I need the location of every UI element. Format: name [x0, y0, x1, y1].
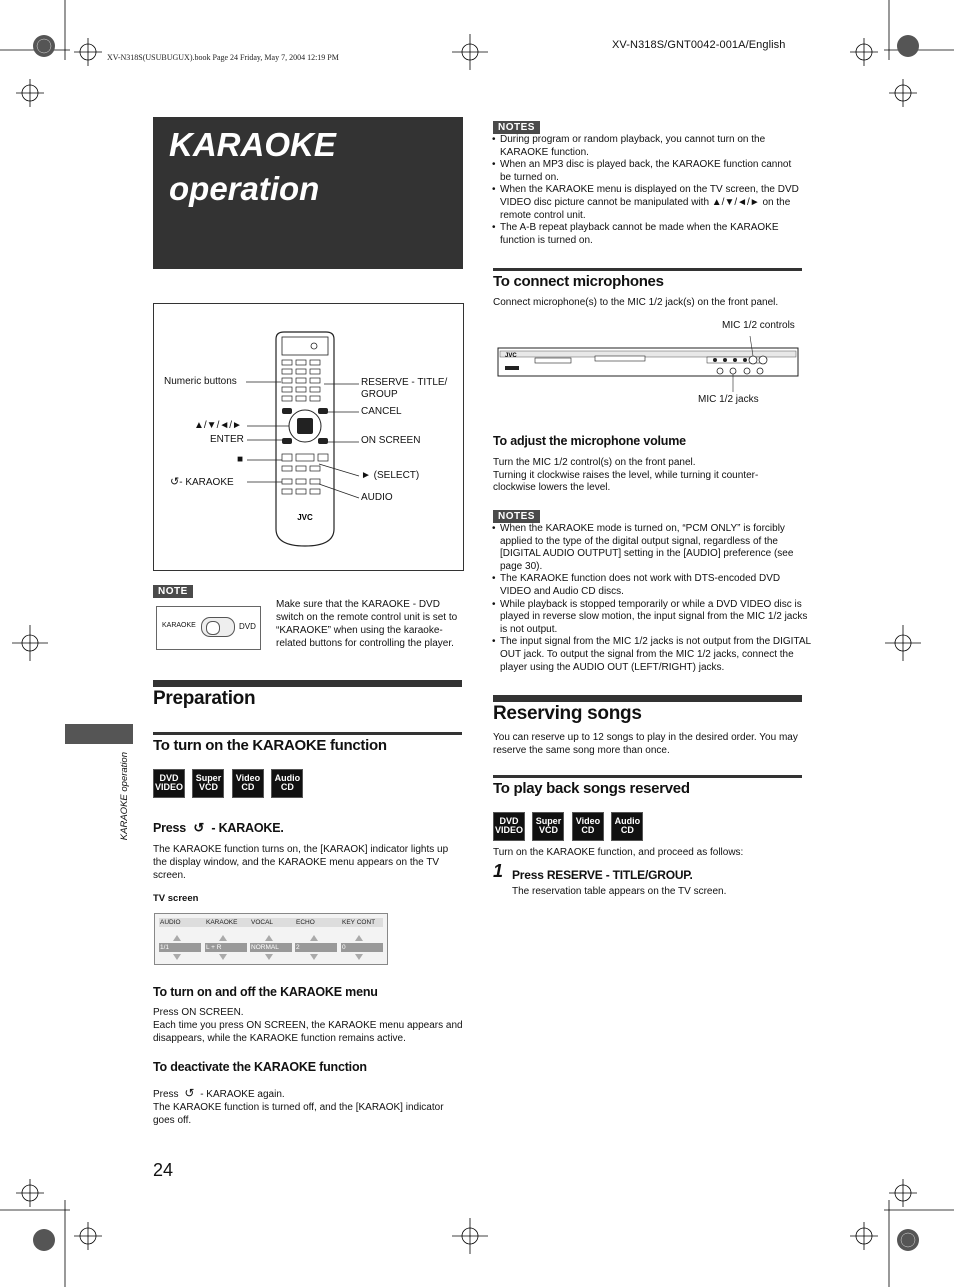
title-line-2: operation — [169, 170, 320, 207]
tv-menu-value-karaoke: L + R — [206, 944, 222, 951]
list-item: • When the KARAOKE mode is turned on, “PCM ONLY” is forcibly applied to the type of the digital output signal, regardless of the [DIGITAL AUDIO OUTPUT] setting in the [AUDIO] preference (see page 30). — [500, 523, 812, 573]
tv-menu-header-karaoke: KARAOKE — [206, 919, 238, 926]
reserving-text: You can reserve up to 12 songs to play in the desired order. You may reserve the same song more than once. — [493, 732, 798, 756]
connect-heading: To connect microphones — [493, 273, 664, 290]
label-karaoke: ↺- KARAOKE — [170, 476, 234, 488]
notes-mid-badge: NOTES — [493, 506, 540, 524]
video-cd-logo: Video CD — [232, 769, 264, 798]
preparation-heading: Preparation — [153, 688, 256, 709]
remote-brand: JVC — [297, 513, 313, 522]
karaoke-swirl-icon: ↺ — [184, 1086, 195, 1100]
tv-menu-value-audio: 1/1 — [160, 944, 170, 951]
tv-menu-value-echo: 2 — [296, 944, 300, 951]
turn-on-text: The KARAOKE function turns on, the [KARAOK] indicator lights up the display window, and the KARAOKE menu appears on the TV screen. — [153, 844, 449, 881]
player-brand: JVC — [505, 353, 517, 359]
karaoke-switch-illustration: KARAOKE DVD — [156, 606, 261, 650]
dvd-video-logo: DVD VIDEO — [493, 812, 525, 841]
karaoke-swirl-icon: ↺ — [170, 476, 180, 488]
page-number: 24 — [153, 1160, 174, 1180]
audio-cd-logo: Audio CD — [611, 812, 643, 841]
step-text: The reservation table appears on the TV screen. — [512, 886, 727, 897]
playback-bar — [493, 775, 802, 778]
press-karaoke-step: Press ↺ - KARAOKE. — [153, 820, 284, 835]
deactivate-text: Press ↺ - KARAOKE again. The KARAOKE function is turned off, and the [KARAOK] indicator goes off. — [153, 1086, 444, 1126]
dvd-video-logo: DVD VIDEO — [153, 769, 185, 798]
label-cancel: CANCEL — [361, 406, 402, 417]
tv-menu-arrows — [155, 914, 387, 964]
karaoke-tv-menu — [154, 913, 388, 965]
karaoke-swirl-icon: ↺ — [193, 820, 205, 835]
connect-text: Connect microphone(s) to the MIC 1/2 jack(s) on the front panel. — [493, 297, 779, 308]
tv-menu-value-key-cont: 0 — [342, 944, 346, 951]
player-front-panel-illustration — [495, 330, 805, 400]
label-audio: AUDIO — [361, 492, 393, 503]
step-number: 1 — [493, 861, 504, 881]
label-numeric-buttons: Numeric buttons — [164, 376, 237, 387]
list-item: • When an MP3 disc is played back, the KARAOKE function cannot be turned on. — [500, 159, 800, 184]
list-item: • The input signal from the MIC 1/2 jacks is not output from the DIGITAL OUT jack. To output the signal from the MIC 1/2 jacks, connect the player using the AUDIO OUT (LEFT/RIGHT) jacks. — [500, 636, 812, 674]
note-text: Make sure that the KARAOKE - DVD switch on the remote control unit is set to “KARAOKE” when using the karaoke-related buttons for controlling the player. — [276, 599, 458, 649]
tv-screen-label: TV screen — [153, 893, 199, 904]
reserving-bar — [493, 695, 802, 702]
label-stop: ■ — [237, 454, 244, 465]
menu-heading: To turn on and off the KARAOKE menu — [153, 985, 378, 999]
super-vcd-logo: Super VCD — [192, 769, 224, 798]
remote-figure — [153, 303, 464, 571]
disc-logos-left — [153, 768, 306, 798]
tv-menu-header-vocal: VOCAL — [251, 919, 274, 926]
disc-logos-right — [493, 811, 646, 841]
preparation-bar — [153, 680, 462, 687]
video-cd-logo: Video CD — [572, 812, 604, 841]
title-line-1: KARAOKE — [169, 126, 336, 163]
turn-on-bar — [153, 732, 462, 735]
side-tab-marker — [65, 724, 133, 744]
connect-bar — [493, 268, 802, 271]
label-reserve: RESERVE - TITLE/ GROUP — [361, 377, 448, 400]
note-badge: NOTE — [153, 581, 193, 599]
list-item: • The KARAOKE function does not work with DTS-encoded DVD VIDEO and Audio CD discs. — [500, 573, 812, 598]
mic-jacks-label: MIC 1/2 jacks — [698, 394, 759, 405]
tv-menu-header-key-cont: KEY CONT — [342, 919, 376, 926]
audio-cd-logo: Audio CD — [271, 769, 303, 798]
book-line: XV-N318S(USUBUGUX).book Page 24 Friday, May 7, 2004 12:19 PM — [107, 53, 339, 62]
label-select: ► (SELECT) — [361, 470, 420, 481]
model-number: XV-N318S/GNT0042-001A/English — [612, 39, 786, 51]
deactivate-heading: To deactivate the KARAOKE function — [153, 1060, 367, 1074]
notes-top-list — [492, 134, 800, 247]
step-title: Press RESERVE - TITLE/GROUP. — [512, 868, 693, 882]
notes-top-badge: NOTES — [493, 117, 540, 135]
list-item: • The A-B repeat playback cannot be made when the KARAOKE function is turned on. — [500, 222, 800, 247]
label-arrows: ▲/▼/◄/► — [194, 420, 242, 431]
label-enter: ENTER — [210, 434, 244, 445]
adjust-heading: To adjust the microphone volume — [493, 434, 686, 448]
super-vcd-logo: Super VCD — [532, 812, 564, 841]
playback-heading: To play back songs reserved — [493, 780, 690, 797]
reserving-heading: Reserving songs — [493, 703, 642, 724]
tv-menu-header-echo: ECHO — [296, 919, 315, 926]
side-tab-label-wrap — [119, 752, 131, 872]
adjust-text: Turn the MIC 1/2 control(s) on the front panel. Turning it clockwise raises the level, while turning it counter-clockwise lowers the level. — [493, 457, 759, 494]
side-tab-label: KARAOKE operation — [119, 752, 130, 841]
title-box — [153, 117, 463, 269]
turn-on-heading: To turn on the KARAOKE function — [153, 737, 387, 754]
menu-text: Press ON SCREEN. Each time you press ON SCREEN, the KARAOKE menu appears and disappears, while the KARAOKE function remains active. — [153, 1007, 463, 1044]
notes-mid-list — [492, 523, 812, 674]
tv-menu-header-audio: AUDIO — [160, 919, 181, 926]
tv-menu-value-vocal: NORMAL — [251, 944, 279, 951]
label-on-screen: ON SCREEN — [361, 435, 421, 446]
list-item: • While playback is stopped temporarily or while a DVD VIDEO disc is played in reverse slow motion, the input signal from the MIC 1/2 jacks is not output. — [500, 599, 812, 637]
playback-intro: Turn on the KARAOKE function, and proceed as follows: — [493, 847, 744, 858]
mic-controls-label: MIC 1/2 controls — [722, 320, 795, 331]
list-item: • During program or random playback, you cannot turn on the KARAOKE function. — [500, 134, 800, 159]
list-item: • When the KARAOKE menu is displayed on the TV screen, the DVD VIDEO disc picture cannot be manipulated with ▲/▼/◄/► on the remote control unit. — [500, 184, 800, 222]
